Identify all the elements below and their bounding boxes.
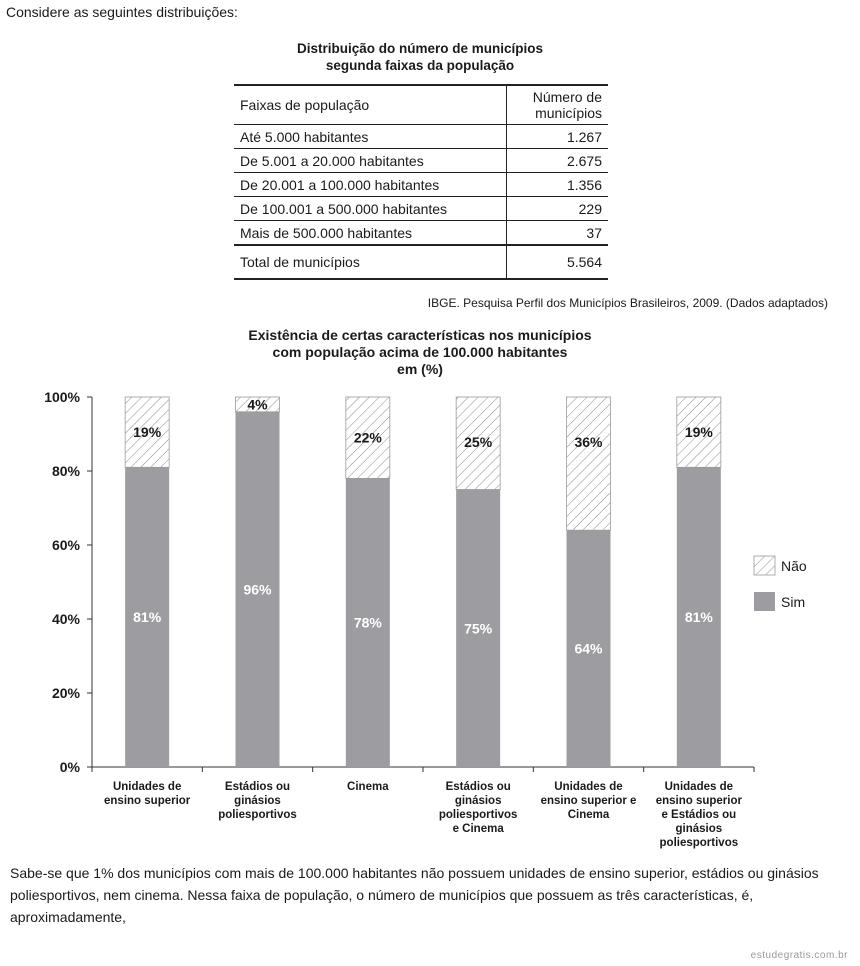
category-label: ensino superior e	[540, 795, 637, 807]
category-label: Cinema	[347, 781, 389, 793]
data-label-nao: 36%	[574, 434, 603, 450]
legend-swatch-sim	[754, 592, 775, 611]
table-row	[234, 125, 608, 149]
legend-label-sim: Sim	[781, 594, 806, 610]
category-label: Unidades de	[112, 781, 182, 793]
category-label: Estádios ou	[224, 781, 291, 793]
header-numero-line2: municípios	[535, 105, 602, 121]
row-label: De 20.001 a 100.000 habitantes	[234, 173, 507, 197]
y-tick-label: 0%	[59, 759, 80, 775]
category-label: poliesportivos	[218, 809, 297, 821]
table-title-line2: segunda faixas da população	[325, 58, 515, 73]
table-title	[0, 40, 840, 74]
data-label-sim: 81%	[133, 609, 162, 626]
data-label-nao: 22%	[353, 429, 382, 446]
y-tick-label: 40%	[51, 611, 80, 627]
table-title-line1: Distribuição do número de municípios	[296, 41, 544, 56]
table-header-row	[234, 85, 608, 125]
category-label: Unidades de	[664, 781, 734, 793]
row-label: Mais de 500.000 habitantes	[234, 221, 507, 246]
row-value: 229	[507, 197, 609, 221]
category-label: poliesportivos	[659, 837, 739, 849]
header-faixas: Faixas de população	[234, 85, 507, 125]
header-numero	[507, 85, 609, 125]
category-label: e Cinema	[452, 823, 504, 835]
source-note: IBGE. Pesquisa Perfil dos Municípios Brasileiros, 2009. (Dados adaptados)	[427, 296, 828, 310]
chart-title-line3: em (%)	[397, 361, 443, 377]
data-label-sim: 75%	[464, 620, 493, 637]
category-label: ensino superior	[655, 795, 742, 807]
row-value: 1.356	[507, 173, 609, 197]
table-total-row	[234, 245, 608, 279]
data-label-sim: 78%	[353, 614, 382, 631]
table-row	[234, 221, 608, 246]
question-text: Sabe-se que 1% dos municípios com mais de 100.000 habitantes não possuem unidades de ensino superior, estádios ou ginásios poliesportivos, nem cinema. Nessa faixa de população, o número de municípios que possuem as três características, é, aproximadamente,	[10, 865, 819, 925]
data-label-sim: 64%	[574, 640, 603, 657]
category-label: Cinema	[567, 809, 610, 821]
bar-nao	[567, 397, 611, 530]
row-value: 2.675	[507, 149, 609, 173]
data-label-sim: 81%	[684, 609, 713, 626]
chart-title-line1: Existência de certas características nos municípios	[248, 327, 592, 343]
chart-title	[0, 327, 840, 378]
intro-text: Considere as seguintes distribuições:	[6, 4, 238, 20]
table-row	[234, 149, 608, 173]
category-label: Estádios ou	[445, 781, 511, 793]
table-row	[234, 173, 608, 197]
y-tick-label: 60%	[51, 537, 80, 553]
category-label: ginásios	[234, 795, 281, 807]
data-label-nao: 19%	[133, 424, 162, 441]
chart-title-line2: com população acima de 100.000 habitantes	[272, 344, 568, 360]
total-label: Total de municípios	[234, 245, 507, 279]
row-value: 37	[507, 221, 609, 246]
header-numero-line1: Número de	[532, 89, 602, 105]
stacked-bar-chart	[0, 380, 860, 860]
data-label-nao: 4%	[247, 396, 268, 413]
y-tick-label: 100%	[44, 389, 80, 405]
row-label: Até 5.000 habitantes	[234, 125, 507, 149]
watermark: estudegratis.com.br	[750, 950, 848, 961]
legend-swatch-nao	[754, 556, 775, 575]
row-value: 1.267	[507, 125, 609, 149]
category-label: ginásios	[454, 795, 502, 807]
category-label: poliesportivos	[438, 809, 518, 821]
data-label-sim: 96%	[243, 581, 272, 598]
row-label: De 5.001 a 20.000 habitantes	[234, 149, 507, 173]
data-label-nao: 19%	[684, 424, 713, 441]
y-tick-label: 80%	[51, 463, 80, 479]
category-label: ensino superior	[104, 795, 191, 807]
row-label: De 100.001 a 500.000 habitantes	[234, 197, 507, 221]
data-label-nao: 25%	[464, 434, 493, 450]
distribution-table	[234, 84, 608, 280]
category-label: ginásios	[675, 823, 723, 835]
y-tick-label: 20%	[51, 685, 80, 701]
table-row	[234, 197, 608, 221]
category-label: Unidades de	[554, 781, 623, 793]
total-value: 5.564	[507, 245, 609, 279]
category-label: e Estádios ou	[661, 809, 737, 821]
legend-label-nao: Não	[781, 558, 807, 574]
